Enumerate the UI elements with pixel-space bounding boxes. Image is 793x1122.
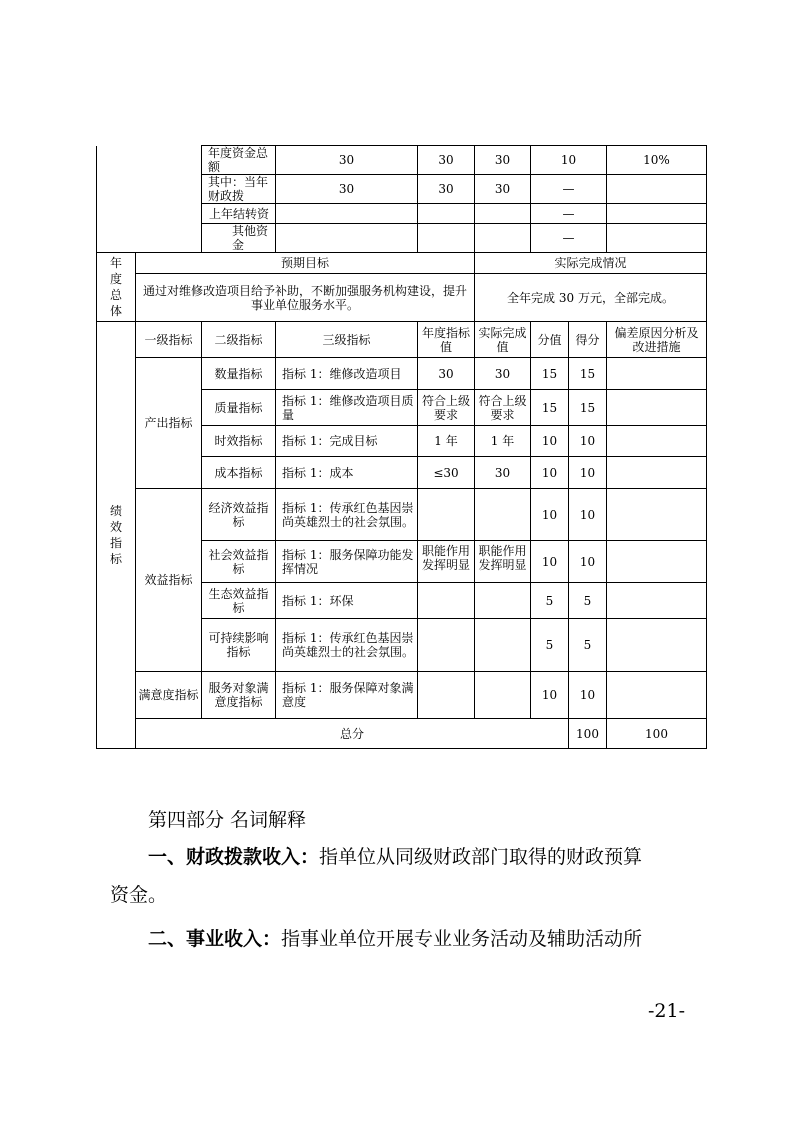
term-desc: 指单位从同级财政部门取得的财政预算 <box>319 846 643 868</box>
level2-cell: 社会效益指标 <box>202 541 276 583</box>
actual-cell: 职能作用发挥明显 <box>475 541 531 583</box>
group-output: 产出指标 <box>136 358 202 489</box>
target-cell <box>418 619 475 672</box>
funding-cell <box>607 175 707 204</box>
header-analysis: 偏差原因分析及改进措施 <box>607 322 707 358</box>
term-desc: 指事业单位开展专业业务活动及辅助活动所 <box>281 928 643 950</box>
funding-label: 其中：当年财政拨 <box>202 175 276 204</box>
level3-cell: 指标 1：维修改造项目质量 <box>276 390 418 426</box>
level3-cell: 指标 1：完成目标 <box>276 426 418 457</box>
level3-cell: 指标 1：服务保障功能发挥情况 <box>276 541 418 583</box>
table-row <box>97 489 707 541</box>
funding-cell: 30 <box>276 175 418 204</box>
header-target: 年度指标值 <box>418 322 475 358</box>
score-cell: 15 <box>569 358 607 390</box>
score-cell: 10 <box>569 426 607 457</box>
funding-cell: 10 <box>531 146 607 175</box>
table-row <box>97 358 707 390</box>
actual-cell <box>475 619 531 672</box>
level2-cell: 质量指标 <box>202 390 276 426</box>
actual-text: 全年完成 30 万元，全部完成。 <box>475 274 707 322</box>
header-level3: 三级指标 <box>276 322 418 358</box>
weight-cell: 10 <box>531 457 569 489</box>
analysis-cell <box>607 541 707 583</box>
level3-cell: 指标 1：服务保障对象满意度 <box>276 672 418 719</box>
analysis-cell <box>607 426 707 457</box>
level3-cell: 指标 1：成本 <box>276 457 418 489</box>
weight-cell: 10 <box>531 489 569 541</box>
analysis-cell <box>607 583 707 619</box>
funding-cell <box>276 204 418 224</box>
weight-cell: 10 <box>531 426 569 457</box>
annual-content-row <box>97 274 707 322</box>
table-row <box>97 672 707 719</box>
funding-cell <box>475 224 531 253</box>
funding-cell <box>418 224 475 253</box>
actual-cell <box>475 583 531 619</box>
annual-header-row <box>97 253 707 274</box>
funding-cell: 10% <box>607 146 707 175</box>
score-cell: 5 <box>569 619 607 672</box>
weight-cell: 5 <box>531 619 569 672</box>
analysis-cell <box>607 457 707 489</box>
annual-side-label: 年度总体 <box>97 253 136 322</box>
level3-cell: 指标 1：传承红色基因崇尚英雄烈士的社会氛围。 <box>276 489 418 541</box>
funding-row <box>97 146 707 175</box>
funding-cell <box>475 204 531 224</box>
actual-cell: 30 <box>475 358 531 390</box>
header-weight: 分值 <box>531 322 569 358</box>
page-number: -21- <box>648 1000 686 1022</box>
target-cell <box>418 672 475 719</box>
funding-label: 年度资金总额 <box>202 146 276 175</box>
score-cell: 5 <box>569 583 607 619</box>
weight-cell: 15 <box>531 358 569 390</box>
level3-cell: 指标 1：维修改造项目 <box>276 358 418 390</box>
level2-cell: 时效指标 <box>202 426 276 457</box>
perf-header-row <box>97 322 707 358</box>
perf-side-label: 绩效指标 <box>97 322 136 749</box>
section-heading: 第四部分 名词解释 <box>148 809 307 831</box>
target-cell: 职能作用发挥明显 <box>418 541 475 583</box>
level2-cell: 可持续影响指标 <box>202 619 276 672</box>
weight-cell: 5 <box>531 583 569 619</box>
actual-header: 实际完成情况 <box>475 253 707 274</box>
target-cell: 30 <box>418 358 475 390</box>
funding-cell: — <box>531 224 607 253</box>
target-cell: 1 年 <box>418 426 475 457</box>
funding-label: 上年结转资 <box>202 204 276 224</box>
analysis-cell <box>607 672 707 719</box>
header-actual: 实际完成值 <box>475 322 531 358</box>
term-title: 一、财政拨款收入： <box>148 846 320 868</box>
score-cell: 15 <box>569 390 607 426</box>
analysis-cell <box>607 390 707 426</box>
total-weight: 100 <box>569 719 607 749</box>
funding-cell <box>418 204 475 224</box>
funding-cell: 30 <box>276 146 418 175</box>
analysis-cell <box>607 619 707 672</box>
term-title: 二、事业收入： <box>148 928 282 950</box>
level2-cell: 生态效益指标 <box>202 583 276 619</box>
weight-cell: 10 <box>531 672 569 719</box>
actual-cell <box>475 672 531 719</box>
funding-cell: — <box>531 175 607 204</box>
header-level2: 二级指标 <box>202 322 276 358</box>
weight-cell: 10 <box>531 541 569 583</box>
target-cell <box>418 489 475 541</box>
actual-cell: 1 年 <box>475 426 531 457</box>
level2-cell: 成本指标 <box>202 457 276 489</box>
level3-cell: 指标 1：传承红色基因崇尚英雄烈士的社会氛围。 <box>276 619 418 672</box>
funding-cell: — <box>531 204 607 224</box>
analysis-cell <box>607 358 707 390</box>
total-label: 总分 <box>136 719 569 749</box>
actual-cell: 符合上级要求 <box>475 390 531 426</box>
funding-blank-cell <box>97 146 202 253</box>
actual-cell: 30 <box>475 457 531 489</box>
funding-cell <box>607 224 707 253</box>
term-2 <box>148 920 642 958</box>
level3-cell: 指标 1：环保 <box>276 583 418 619</box>
planned-header: 预期目标 <box>136 253 475 274</box>
header-score: 得分 <box>569 322 607 358</box>
planned-text: 通过对维修改造项目给予补助，不断加强服务机构建设，提升事业单位服务水平。 <box>136 274 475 322</box>
group-satisfaction: 满意度指标 <box>136 672 202 719</box>
funding-cell: 30 <box>418 175 475 204</box>
group-benefit: 效益指标 <box>136 489 202 672</box>
funding-cell: 30 <box>418 146 475 175</box>
target-cell: ≤30 <box>418 457 475 489</box>
funding-label: 其他资金 <box>202 224 276 253</box>
weight-cell: 15 <box>531 390 569 426</box>
score-cell: 10 <box>569 541 607 583</box>
score-cell: 10 <box>569 457 607 489</box>
term-1 <box>148 838 642 876</box>
target-cell: 符合上级要求 <box>418 390 475 426</box>
score-cell: 10 <box>569 489 607 541</box>
header-level1: 一级指标 <box>136 322 202 358</box>
performance-table <box>96 145 707 749</box>
actual-cell <box>475 489 531 541</box>
funding-cell <box>276 224 418 253</box>
total-score: 100 <box>607 719 707 749</box>
funding-cell: 30 <box>475 175 531 204</box>
level2-cell: 数量指标 <box>202 358 276 390</box>
total-row <box>97 719 707 749</box>
target-cell <box>418 583 475 619</box>
funding-cell <box>607 204 707 224</box>
level2-cell: 经济效益指标 <box>202 489 276 541</box>
term-1-continued: 资金。 <box>110 884 168 906</box>
level2-cell: 服务对象满意度指标 <box>202 672 276 719</box>
analysis-cell <box>607 489 707 541</box>
score-cell: 10 <box>569 672 607 719</box>
funding-cell: 30 <box>475 146 531 175</box>
